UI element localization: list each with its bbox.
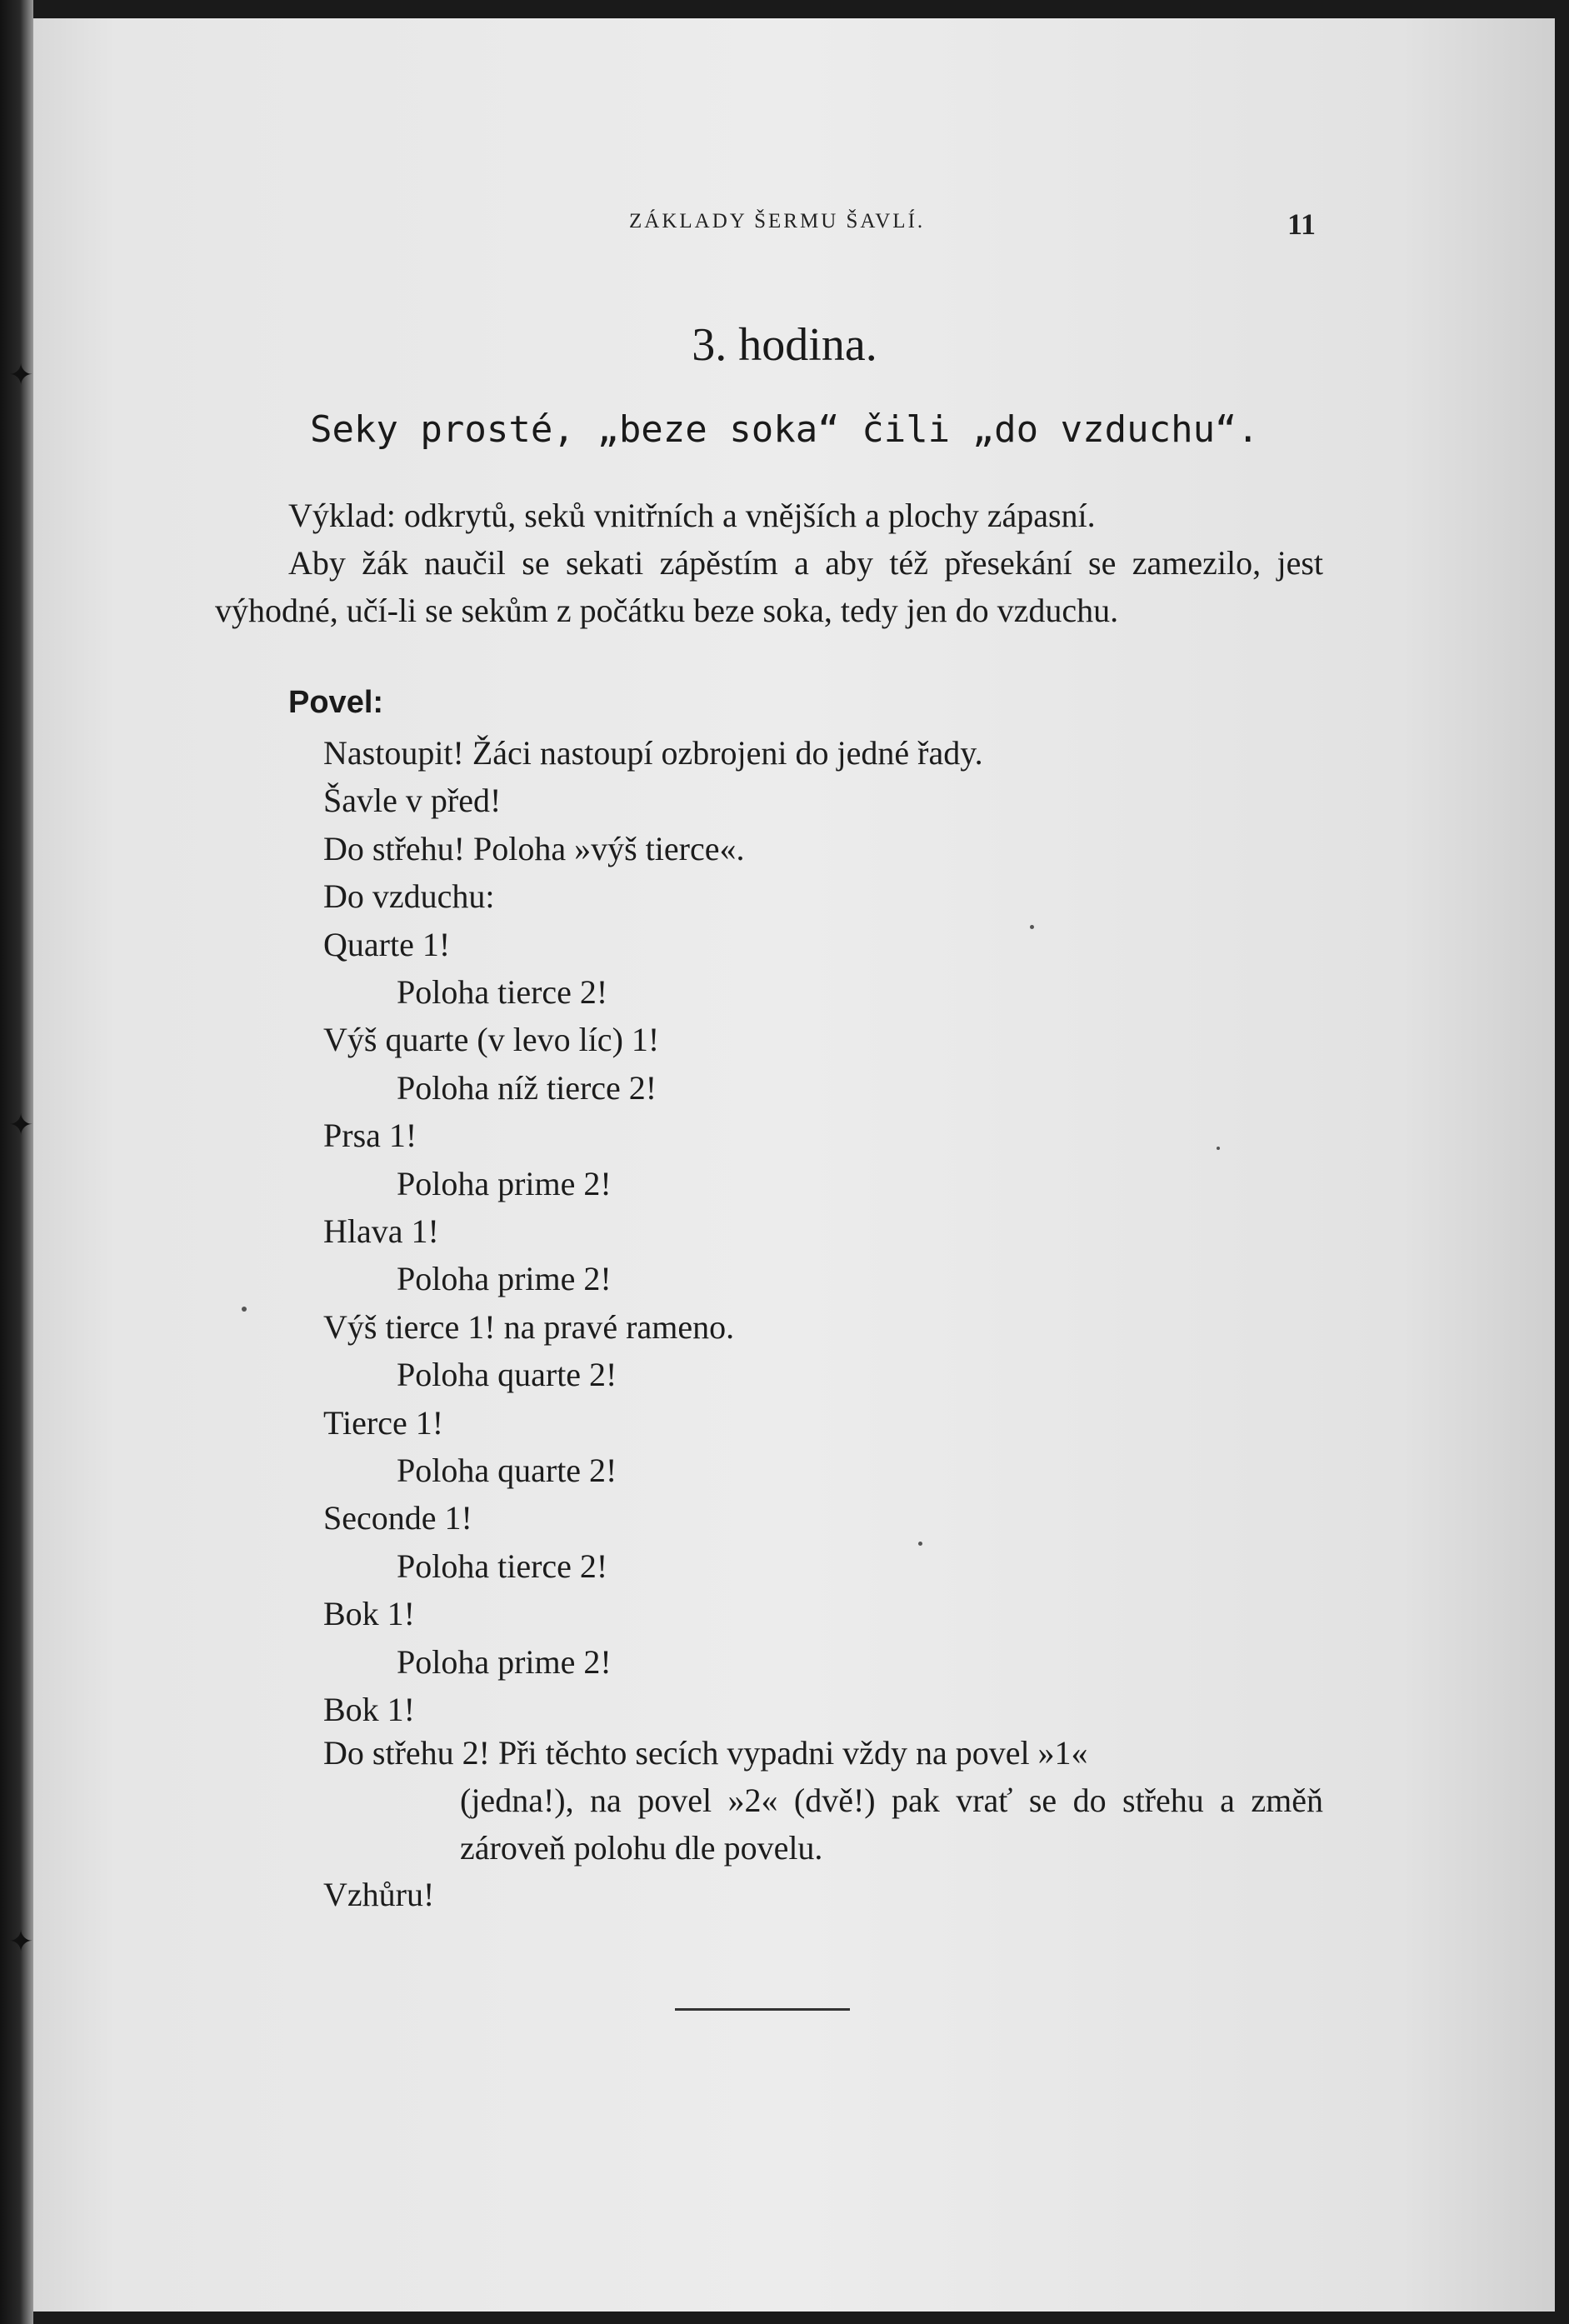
intro-line: Výklad: odkrytů, seků vnitřních a vnějších a plochy zápasní.	[288, 497, 1096, 534]
binding-mark: ✦	[8, 358, 34, 392]
scan-speck	[1217, 1147, 1220, 1150]
lesson-title: 3. hodina.	[692, 319, 877, 371]
scan-speck	[918, 1542, 922, 1546]
end-rule	[675, 2008, 850, 2011]
binding-mark: ✦	[8, 1108, 34, 1142]
command-line: Šavle v před!	[323, 782, 502, 820]
command-label: Povel:	[288, 685, 384, 720]
command-position-line: Poloha tierce 2!	[397, 973, 608, 1011]
closing-command: Vzhůru!	[323, 1876, 435, 1913]
command-line: Do střehu! Poloha »výš tierce«.	[323, 829, 745, 867]
final-note	[323, 1729, 1323, 1872]
final-note-head: Do střehu 2! Při těchto secích vypadni vždy na povel »1«	[323, 1734, 1088, 1772]
scan-speck	[1030, 925, 1034, 929]
command-position-line: Poloha prime 2!	[397, 1642, 612, 1681]
command-line: Do vzduchu:	[323, 877, 495, 916]
command-position-line: Poloha prime 2!	[397, 1260, 612, 1298]
command-position-line: Poloha níž tierce 2!	[397, 1068, 657, 1107]
command-position-line: Poloha tierce 2!	[397, 1547, 608, 1585]
lesson-subtitle: Seky prosté, „beze soka“ čili „do vzduchu“.	[309, 408, 1260, 451]
command-line: Výš quarte (v levo líc) 1!	[323, 1021, 660, 1059]
running-header: ZÁKLADY ŠERMU ŠAVLÍ.	[629, 210, 926, 232]
command-line: Hlava 1!	[323, 1212, 439, 1250]
command-position-line: Poloha prime 2!	[397, 1164, 612, 1202]
binding-mark: ✦	[8, 1925, 34, 1958]
final-note-continuation: (jedna!), na povel »2« (dvě!) pak vrať se do střehu a změň zároveň polohu dle povelu.	[460, 1782, 1323, 1867]
intro-line: Aby žák naučil se sekati zápěstím a aby též přesekání se zamezilo, jest výhodné, učí-li se sekům z počátku beze soka, tedy jen do vzduchu.	[215, 544, 1323, 629]
command-line: Prsa 1!	[323, 1117, 417, 1155]
command-line: Tierce 1!	[323, 1403, 444, 1442]
command-line: Bok 1!	[323, 1595, 415, 1633]
command-line: Nastoupit! Žáci nastoupí ozbrojeni do jedné řady.	[323, 734, 983, 772]
command-line: Seconde 1!	[323, 1499, 472, 1537]
command-line: Výš tierce 1! na pravé rameno.	[323, 1307, 735, 1346]
page-number: 11	[1287, 207, 1317, 241]
command-position-line: Poloha quarte 2!	[397, 1452, 617, 1489]
command-line: Bok 1!	[323, 1691, 415, 1728]
intro-paragraph	[215, 492, 1323, 634]
command-position-line: Poloha quarte 2!	[397, 1356, 617, 1394]
command-line: Quarte 1!	[323, 925, 451, 963]
scan-speck	[242, 1307, 247, 1312]
